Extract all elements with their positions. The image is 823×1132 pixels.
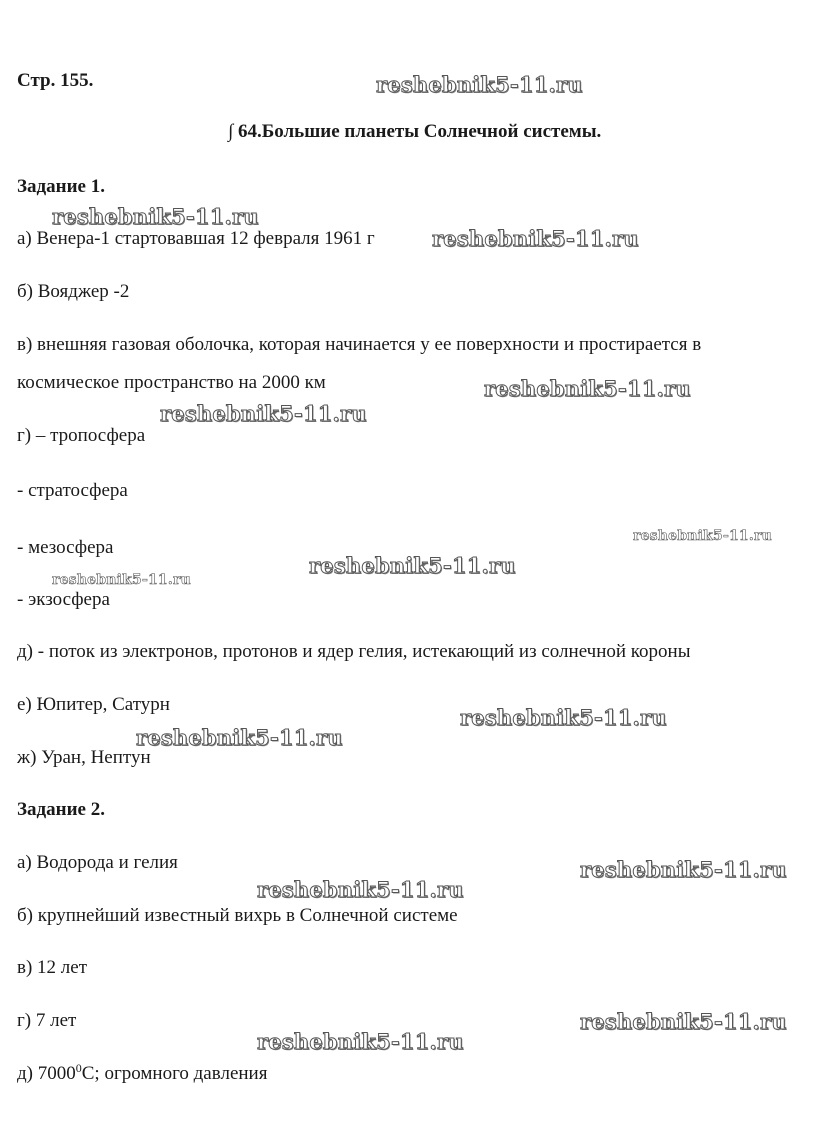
task1-answer-b: б) Вояджер -2 xyxy=(17,281,130,302)
watermark: reshebnik5-11.ru xyxy=(309,553,516,578)
watermark: reshebnik5-11.ru xyxy=(257,1029,464,1054)
task2-answer-d-prefix: д) 7000 xyxy=(17,1063,76,1084)
task2-answer-g: г) 7 лет xyxy=(17,1010,77,1031)
watermark: reshebnik5-11.ru xyxy=(52,572,191,588)
task1-answer-v-line1: в) внешняя газовая оболочка, которая начинается у ее поверхности и простирается в xyxy=(17,334,702,355)
watermark: reshebnik5-11.ru xyxy=(257,877,464,902)
watermark: reshebnik5-11.ru xyxy=(580,857,787,882)
task1-answer-g4: - экзосфера xyxy=(17,589,110,610)
watermark: reshebnik5-11.ru xyxy=(52,204,259,229)
task2-heading: Задание 2. xyxy=(17,799,105,820)
watermark: reshebnik5-11.ru xyxy=(484,376,691,401)
section-title: ∫ 64.Большие планеты Солнечной системы. xyxy=(228,121,602,142)
degree-superscript: 0 xyxy=(75,1061,82,1075)
page-number-label: Стр. 155. xyxy=(17,70,94,91)
watermark: reshebnik5-11.ru xyxy=(460,705,667,730)
watermark: reshebnik5-11.ru xyxy=(160,401,367,426)
task1-answer-zh: ж) Уран, Нептун xyxy=(17,747,151,768)
task2-answer-b: б) крупнейший известный вихрь в Солнечной системе xyxy=(17,905,458,926)
watermark: reshebnik5-11.ru xyxy=(136,725,343,750)
task2-answer-d-suffix: С; огромного давления xyxy=(81,1063,268,1084)
task2-answer-v: в) 12 лет xyxy=(17,957,88,978)
task1-answer-d: д) - поток из электронов, протонов и ядер гелия, истекающий из солнечной короны xyxy=(17,641,691,662)
task1-answer-a: а) Венера-1 стартовавшая 12 февраля 1961 г xyxy=(17,228,375,249)
watermark: reshebnik5-11.ru xyxy=(376,72,583,97)
task1-answer-e: е) Юпитер, Сатурн xyxy=(17,694,170,715)
task1-answer-g3: - мезосфера xyxy=(17,537,114,558)
task1-answer-v-line2: космическое пространство на 2000 км xyxy=(17,372,326,393)
task1-answer-g2: - стратосфера xyxy=(17,480,128,501)
watermark: reshebnik5-11.ru xyxy=(580,1009,787,1034)
watermark: reshebnik5-11.ru xyxy=(432,226,639,251)
task1-answer-g1: г) – тропосфера xyxy=(17,425,146,446)
task2-answer-a: а) Водорода и гелия xyxy=(17,852,178,873)
task1-heading: Задание 1. xyxy=(17,176,105,197)
task2-answer-d xyxy=(17,1063,267,1085)
watermark: reshebnik5-11.ru xyxy=(633,528,772,544)
